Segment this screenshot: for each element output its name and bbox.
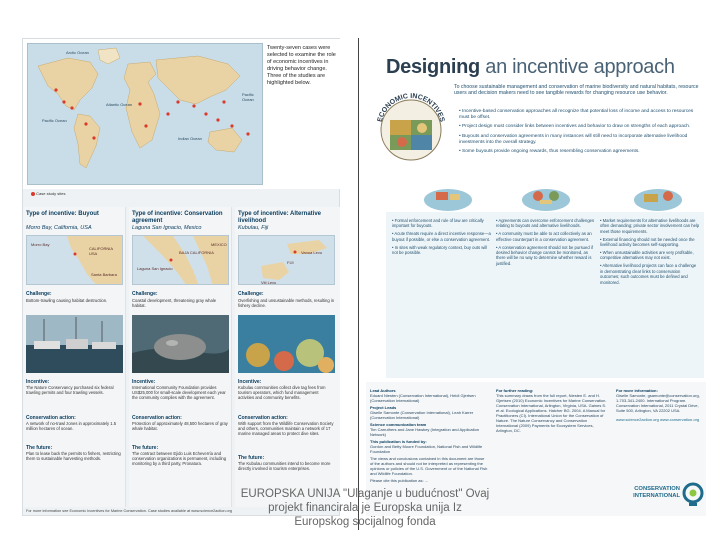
inset-map-label: MEXICO [211,242,227,247]
column-point: • Alternative livelihood projects can face a challenge in demonstrating clear links to conservation outcomes; such outcomes must be defined and monitored. [600,263,697,285]
map-caption: Twenty-seven cases were selected to examine the role of economic incentives in driving behavior change. Three of the studies are highlighted below. [267,45,336,86]
case-studies [23,207,341,507]
eu-funding-caption: EUROPSKA UNIJA "Ulaganje u budućnost" Ovaj projekt financirala je Europska unija Iz Europskog socijalnog fonda [240,488,490,528]
intro-bullet: • Incentive-based conservation approaches all recognize that potential loss of income and access to resources must be offset. [459,109,694,121]
gray-whale-photo [132,315,229,373]
case-type-label: Type of incentive: Conservation agreement [132,211,223,224]
future-text: Plan to lease back the permits to fishers, restricting them to sustainable harvesting methods. [26,451,121,462]
column-point: • When unsustainable activities are very profitable, competitive alternatives may not exist. [600,250,694,261]
column-point: • In sites with weak regulatory context, buy outs will not be possible. [392,244,488,256]
page-divider [358,38,359,530]
map-ocean-label: Atlantic Ocean [106,102,133,107]
incentive-heading: Incentive: [238,379,262,385]
incentive-heading: Incentive: [132,379,156,385]
conservation-text: With support from the Wildlife Conservation Society and others, communities maintain a network of 17 marine managed areas to protect dive sites. [238,421,334,437]
column-point: • External financing should not be needed once the livelihood activity becomes self-supporting. [600,236,695,248]
incentive-text: Kubulau communities collect dive tag fees from tourism operators, which fund management activities and community benefits. [238,385,326,401]
gray-whale-photo-graphic [132,315,229,373]
case-study-conservation-agreement [129,207,232,507]
future-text: The Kubulau communities intend to become more directly involved in tourism enterprises. [238,461,331,472]
future-heading: The future: [26,445,53,451]
world-map-graphic [28,44,263,185]
harbor-photo [26,315,123,373]
seal-text: ECONOMIC INCENTIVES [376,92,446,123]
seal-lettering [372,84,450,170]
inset-map-label: Vanua Levu [301,250,323,255]
intro-text: To choose sustainable management and conservation of marine biodiversity and natural habitats, resource users and decision makers need to see tangible rewards for changing resource use behavior. [454,84,699,97]
map-legend-label: Case study sites [36,191,66,196]
challenge-text: Coastal development, threatening gray whale habitat. [132,298,217,309]
incentive-text: The Nature Conservancy purchased six federal trawling permits and four trawling vessels. [26,385,114,396]
column-point: • Agreements can overcome enforcement challenges relating to buyouts and alternative livelihoods. [496,218,595,229]
challenge-heading: Challenge: [26,291,52,297]
case-inset-map [26,235,123,285]
map-ocean-label: Pacific Ocean [42,118,67,123]
case-location: Laguna San Ignacio, Mexico [132,225,202,231]
poster-footer: For more information see Economic Incentives for Marine Conservation. Case studies available at www.science2action.org [26,509,232,513]
title-light: an incentive approach [485,56,675,78]
reef-photo-graphic [238,315,335,373]
column-point: • Market requirements for alternative livelihoods are often demanding; private sector involvement can help meet those requirements. [600,218,700,234]
credits-left: Lead Authors Eduard Niesten (Conservation International), Heidi Gjertsen (Conservation International) Project Leads Giselle Samonte (Conservation International), Leah Karrer (Conservation International) Science communication team Tim Carruthers and Jane Hawkey (Integration and Application Network) This publication is funded by: Gordon and Betty Moore Foundation, National Fish and Wildlife Foundation The views and conclusions contained in this document are those of the authors and should not be interpreted as representing the opinions or policies of the U.S. Government or of the National Fish and Wildlife Foundation. Please cite this publication as: ... [370,388,488,483]
challenge-text: Overfishing and unsustainable methods, resulting in fishery decline. [238,298,335,309]
map-ocean-label: Indian Ocean [178,136,202,141]
approach-columns [386,212,704,378]
inset-map-label: Viti Levu [261,280,277,285]
intro-bullets [454,106,700,161]
inset-map-label: Laguna San Ignacio [137,266,173,271]
case-location: Morro Bay, California, USA [26,225,92,231]
agreement-icon [520,184,572,212]
incentive-approach-poster [366,46,706,516]
economic-incentives-seal [372,84,450,170]
conservation-heading: Conservation action: [238,415,288,421]
title-bold: Designing [386,56,480,78]
conservation-international-logo [622,478,704,512]
map-ocean-label: Pacific Ocean [242,92,254,102]
challenge-text: Bottom-trawling causing habitat destruction. [26,298,108,303]
case-inset-map [238,235,335,285]
case-study-alternative-livelihood [235,207,340,507]
svg-text:ECONOMIC INCENTIVES [377,93,446,123]
challenge-heading: Challenge: [238,291,264,297]
approach-icons [422,184,702,214]
buyout-icon [422,184,474,212]
inset-map-label: BAJA CALIFORNIA [179,250,214,255]
contact-info: For more information: Giselle Samonte, gsamonte@conservation.org, 1-703-341-2400. International Program. Conservation International, 2011 Crystal Drive, Suite 500, Arlington, VA 22202 USA. www.science2action.org www.conservation.org [616,388,702,422]
case-study-poster [22,38,340,516]
reef-photo [238,315,335,373]
ci-logo-text: CONSERVATION INTERNATIONAL [633,486,680,499]
intro-bullet: • Buyouts and conservation agreements in many instances will still need to incorporate alternative livelihood investments into the overall strategy. [459,133,688,145]
column-point: • Acute threats require a direct incentive response—a buyout if possible, or else a conservation agreement. [392,231,491,242]
map-ocean-label: Arctic Ocean [66,50,89,55]
livelihood-icon [632,184,684,212]
buyout-column [392,218,492,258]
conservation-heading: Conservation action: [132,415,182,421]
poster-title [386,56,675,79]
column-point: • Formal enforcement and rule of law are critically important for buyouts. [392,218,484,229]
column-point: • A community must be able to act collectively as an effective counterpart in a conservation agreement. [496,231,592,242]
further-reading: For further reading: This summary draws from the full report, Niesten E. and H. Gjertsen (2010) Economic Incentives for Marine Conservation. Conservation International, Arlington, Virginia, USA. Gaines S. et al. Ecological Applications. Hatcher BG. 2004. A Manual for Practitioners (CI). International Union for the Conservation of Nature. The Nature Conservancy and Conservation International (2009) Payments for Ecosystem Services, Arlington, DC. [496,388,607,433]
challenge-heading: Challenge: [132,291,158,297]
inset-map-label: CALIFORNIA USA [89,246,113,256]
column-point: • A conservation agreement should not be pursued if desired behavior change cannot be monitored, as there will be no way to determine whether reward is justified. [496,244,593,266]
case-type-label: Type of incentive: Buyout [26,211,99,217]
future-heading: The future: [238,455,265,461]
case-study-buyout [23,207,126,507]
intro-bullet: • Project design must consider links between incentives and behavior to draw on strengths of each approach. [459,124,691,130]
intro-bullet: • Some buyouts provide ongoing rewards, thus resembling conservation agreements. [459,149,640,155]
incentive-text: International Community Foundation provides US$25,000 for small-scale development each year the community complies with the agreement. [132,385,226,401]
site-dot-icon [31,192,35,196]
world-map [27,43,263,185]
conservation-text: A network of no-trawl zones in approximately 1.5 million hectares of ocean. [26,421,117,432]
livelihood-column [600,218,700,287]
case-inset-map [132,235,229,285]
ci-emblem-icon [682,482,704,508]
harbor-photo-graphic [26,315,123,373]
case-location: Kubulau, Fiji [238,225,269,231]
map-legend [31,191,65,196]
world-map-section [23,39,341,189]
conservation-text: Protection of approximately 48,500 hectares of gray whale habitat. [132,421,228,432]
future-heading: The future: [132,445,159,451]
inset-map-label: Morro Bay [31,242,50,247]
inset-map-label: Santa Barbara [91,272,117,277]
agreement-column [496,218,596,269]
future-text: The contract between Ejido Luis Echeverría and conservation organizations is permanent, including monitoring by a third party, Pronatura. [132,451,227,467]
incentive-heading: Incentive: [26,379,50,385]
conservation-heading: Conservation action: [26,415,76,421]
case-type-label: Type of incentive: Alternative livelihood [238,211,322,224]
inset-map-label: FIJI [287,260,294,265]
website-links[interactable]: www.science2action.org www.conservation.org [616,417,700,422]
